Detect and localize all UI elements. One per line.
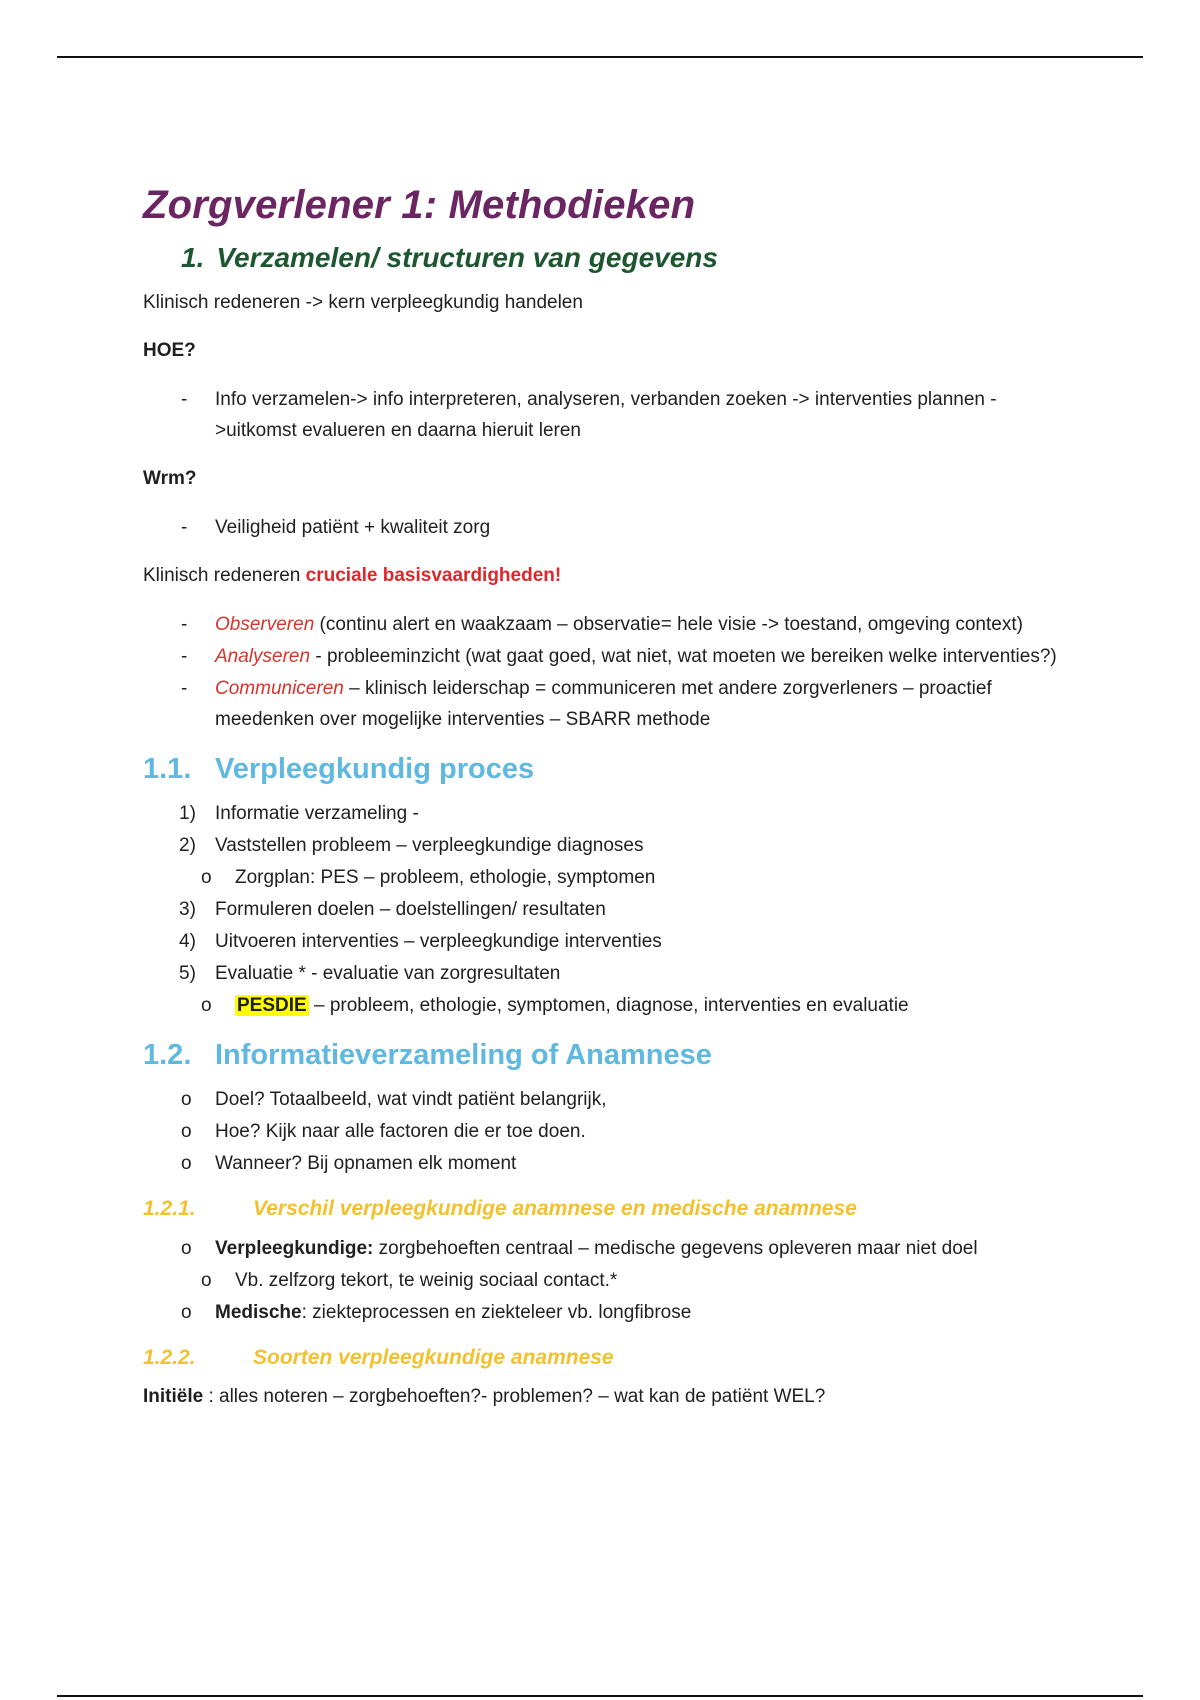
list-item-text: Info verzamelen-> info interpreteren, analyseren, verbanden zoeken -> interventies plannen ->uitkomst evalueren en daarna hieruit leren [215, 389, 997, 441]
section-1-1-heading [143, 753, 1063, 786]
dash-bullet: - [181, 389, 188, 410]
pesdie-highlight: PESDIE [237, 995, 307, 1016]
step-number: 3) [179, 899, 196, 920]
list-item [143, 641, 1063, 672]
section-1-2-2-title: Soorten verpleegkundige anamnese [253, 1346, 614, 1369]
skill-term: Observeren [215, 614, 315, 635]
step-number: 4) [179, 931, 196, 952]
circle-bullet: o [181, 1153, 192, 1174]
initiele-line [143, 1382, 1063, 1412]
circle-bullet: o [181, 1121, 192, 1142]
section-1-2-1-heading [143, 1197, 1063, 1221]
skill-text: – klinisch leiderschap = communiceren met andere zorgverleners – proactief meedenken over mogelijke interventies – SBARR methode [215, 678, 992, 730]
list-item-text: Veiligheid patiënt + kwaliteit zorg [215, 517, 491, 538]
skills-list [143, 609, 1063, 735]
top-rule [57, 56, 1143, 58]
hoe-list [143, 384, 1063, 446]
list-item [143, 990, 1063, 1021]
list-item [143, 958, 1063, 989]
section-1-2-title: Informatieverzameling of Anamnese [215, 1039, 712, 1071]
step-number: 1) [179, 803, 196, 824]
list-item [143, 862, 1063, 893]
list-item [143, 1265, 1063, 1296]
list-item [143, 1116, 1063, 1147]
list-item-text: Hoe? Kijk naar alle factoren die er toe doen. [215, 1121, 586, 1142]
section-1-2-number: 1.2. [143, 1039, 192, 1071]
skills-lead-text: Klinisch redeneren [143, 565, 306, 586]
anamnese-list [143, 1084, 1063, 1179]
section-1-title: Verzamelen/ structuren van gegevens [216, 242, 718, 273]
step-number: 2) [179, 835, 196, 856]
list-item-text: : ziekteprocessen en ziekteleer vb. longfibrose [301, 1302, 692, 1323]
skill-text: - probleeminzicht (wat gaat goed, wat niet, wat moeten we bereiken welke interventies?) [310, 646, 1057, 667]
dash-bullet: - [181, 517, 188, 538]
process-steps-list [143, 798, 1063, 1021]
section-1-1-number: 1.1. [143, 753, 192, 785]
step-text: Zorgplan: PES – probleem, ethologie, symptomen [235, 867, 656, 888]
list-item-text: zorgbehoeften centraal – medische gegevens opleveren maar niet doel [373, 1238, 978, 1259]
list-item-text: Vb. zelfzorg tekort, te weinig sociaal contact.* [235, 1270, 618, 1291]
skills-emphasis: cruciale basisvaardigheden! [305, 565, 562, 586]
wrm-list [143, 512, 1063, 543]
step-text: Vaststellen probleem – verpleegkundige diagnoses [215, 835, 644, 856]
document-title: Zorgverlener 1: Methodieken [143, 183, 696, 227]
dash-bullet: - [181, 678, 188, 699]
section-1-2-2-number: 1.2.2. [143, 1346, 196, 1369]
section-1-2-heading [143, 1039, 1063, 1072]
list-item [143, 830, 1063, 861]
section-1-2-1-number: 1.2.1. [143, 1197, 196, 1220]
skill-text: (continu alert en waakzaam – observatie= hele visie -> toestand, omgeving context) [314, 614, 1023, 635]
list-item [143, 609, 1063, 640]
circle-bullet: o [201, 995, 212, 1016]
list-item [143, 673, 1063, 735]
list-item [143, 926, 1063, 957]
list-item [143, 1148, 1063, 1179]
list-item [143, 384, 1063, 446]
list-item [143, 894, 1063, 925]
dash-bullet: - [181, 614, 188, 635]
list-item [143, 1297, 1063, 1328]
section-1-2-1-title: Verschil verpleegkundige anamnese en medische anamnese [253, 1197, 857, 1220]
list-item [143, 1084, 1063, 1115]
step-number: 5) [179, 963, 196, 984]
step-text: Evaluatie * - evaluatie van zorgresultaten [215, 963, 561, 984]
list-item-text: Doel? Totaalbeeld, wat vindt patiënt belangrijk, [215, 1089, 607, 1110]
bottom-rule [57, 1695, 1143, 1697]
dash-bullet: - [181, 646, 188, 667]
term-label: Verpleegkundige: [215, 1238, 374, 1259]
section-1-number: 1. [181, 242, 205, 273]
skill-term: Analyseren [215, 646, 311, 667]
hoe-label: HOE? [143, 340, 196, 361]
list-item [143, 512, 1063, 543]
circle-bullet: o [181, 1238, 192, 1259]
wrm-label: Wrm? [143, 468, 197, 489]
skill-term: Communiceren [215, 678, 344, 699]
circle-bullet: o [181, 1089, 192, 1110]
list-item-text: Wanneer? Bij opnamen elk moment [215, 1153, 517, 1174]
term-label: Medische [215, 1302, 302, 1323]
section-1-heading [181, 242, 1063, 274]
list-item [143, 1233, 1063, 1264]
circle-bullet: o [201, 867, 212, 888]
step-text: Informatie verzameling - [215, 803, 419, 824]
initiele-text: : alles noteren – zorgbehoeften?- problemen? – wat kan de patiënt WEL? [203, 1386, 826, 1407]
list-item [143, 798, 1063, 829]
intro-line: Klinisch redeneren -> kern verpleegkundig handelen [143, 292, 583, 313]
document-page [143, 175, 1063, 1430]
circle-bullet: o [181, 1302, 192, 1323]
section-1-1-title: Verpleegkundig proces [215, 753, 535, 785]
difference-list [143, 1233, 1063, 1328]
term-label: Initiële [143, 1386, 204, 1407]
step-text: Formuleren doelen – doelstellingen/ resultaten [215, 899, 606, 920]
circle-bullet: o [201, 1270, 212, 1291]
section-1-2-2-heading [143, 1346, 1063, 1370]
skills-lead [143, 561, 1063, 591]
step-text: – probleem, ethologie, symptomen, diagnose, interventies en evaluatie [308, 995, 909, 1016]
step-text: Uitvoeren interventies – verpleegkundige interventies [215, 931, 662, 952]
